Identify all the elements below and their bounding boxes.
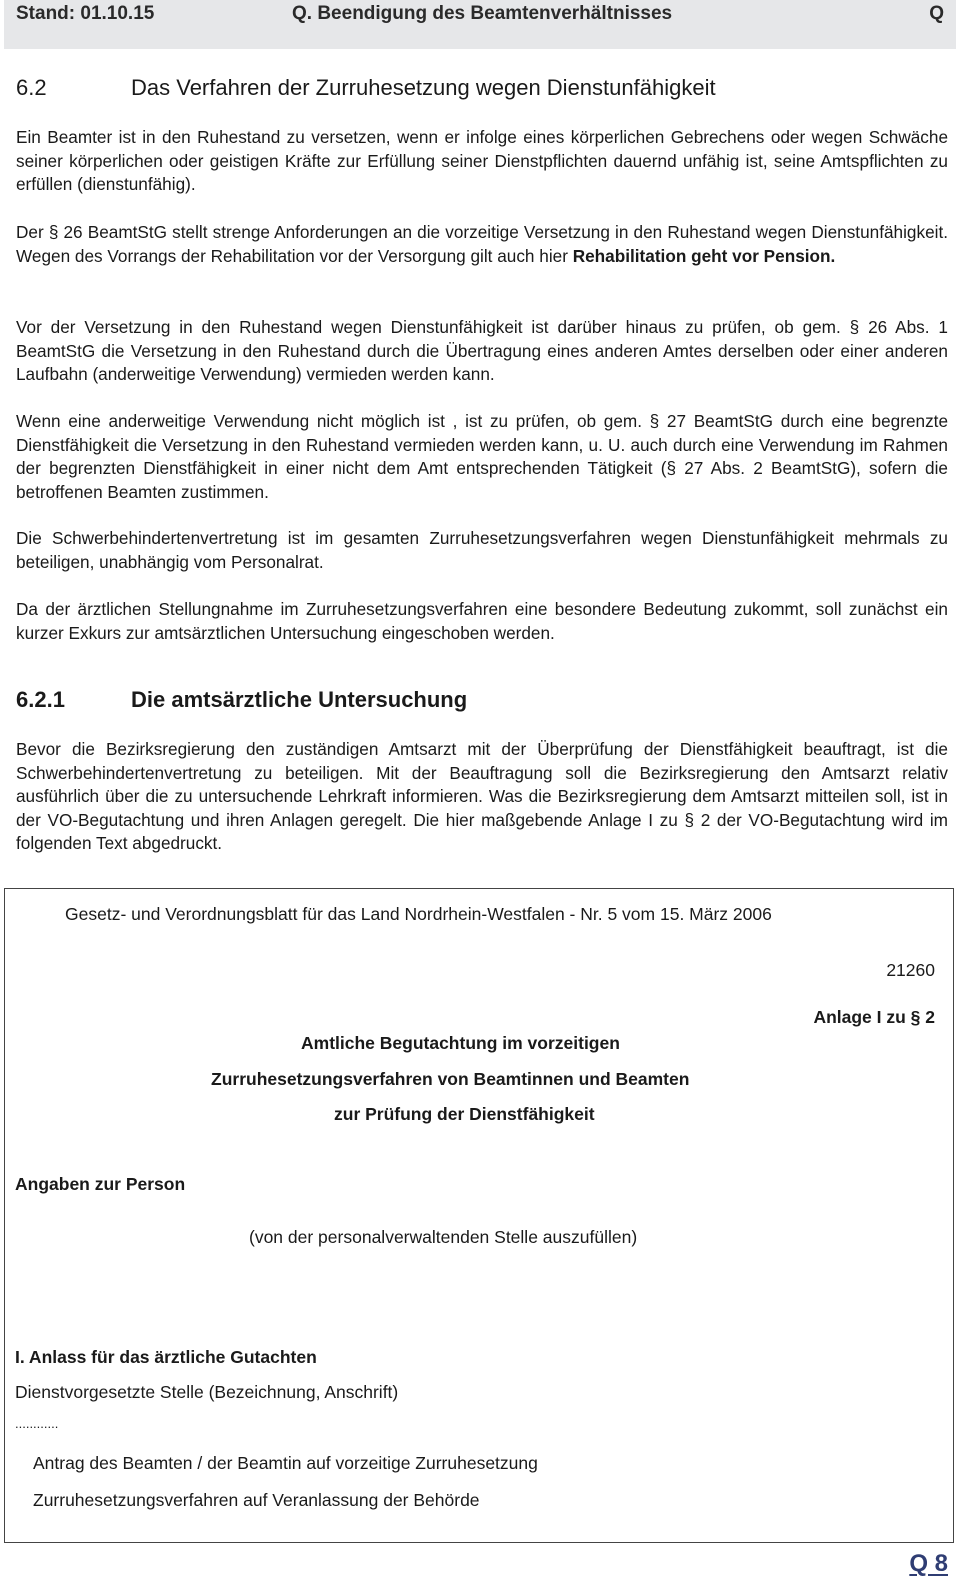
paragraph: Vor der Versetzung in den Ruhestand wegen Dienstunfähigkeit ist darüber hinaus zu prüfen, ob gem. § 26 Abs. 1 BeamtStG die Versetzung in den Ruhestand durch die Übertragung eines anderen Amtes derselben oder einer anderen Laufbahn (anderweitige Verwendung) vermieden werden kann.	[16, 317, 948, 384]
header-letter: Q	[929, 3, 944, 24]
paragraph-text: Der § 26 BeamtStG stellt strenge Anforderungen an die vorzeitige Versetzung in den Ruhestand wegen Dienstunfähigkeit. Wegen des Vorrangs der Rehabilitation vor der Versorgung gilt auch hier	[16, 222, 948, 266]
annex-label: Anlage I zu § 2	[813, 1007, 935, 1027]
section-number: 6.2.1	[16, 687, 65, 712]
option-authority-initiated[interactable]: Zurruhesetzungsverfahren auf Veranlassung der Behörde	[33, 1490, 480, 1510]
emphasis-text: Rehabilitation geht vor Pension.	[572, 245, 836, 266]
authority-label: Dienstvorgesetzte Stelle (Bezeichnung, Anschrift)	[15, 1382, 399, 1402]
gazette-line: Gesetz- und Verordnungsblatt für das Land Nordrhein-Westfalen - Nr. 5 vom 15. März 2006	[65, 904, 772, 924]
form-title-line-3: zur Prüfung der Dienstfähigkeit	[334, 1104, 595, 1124]
form-excerpt-box	[4, 888, 954, 1543]
section-heading-6-2	[16, 75, 716, 101]
person-note: (von der personalverwaltenden Stelle auszufüllen)	[249, 1227, 638, 1247]
section-number: 6.2	[16, 75, 47, 100]
fill-in-dots: ............	[15, 1416, 59, 1431]
paragraph: Die Schwerbehindertenvertretung ist im gesamten Zurruhesetzungsverfahren wegen Dienstunfähigkeit mehrmals zu beteiligen, unabhängig vom Personalrat.	[16, 528, 948, 572]
page-number: Q 8	[909, 1550, 948, 1577]
paragraph: Wenn eine anderweitige Verwendung nicht möglich ist , ist zu prüfen, ob gem. § 27 BeamtStG durch eine begrenzte Dienstfähigkeit die Versetzung in den Ruhestand vermieden werden kann, u. U. auch durch eine Verwendung im Rahmen der begrenzten Dienstfähigkeit in einer nicht dem Amt entsprechenden Tätigkeit (§ 27 Abs. 2 BeamtStG), sofern die betroffenen Beamten zustimmen.	[16, 411, 948, 502]
header-chapter: Q. Beendigung des Beamtenverhältnisses	[292, 3, 673, 24]
section-title: Die amtsärztliche Untersuchung	[131, 687, 468, 712]
form-title-line-2: Zurruhesetzungsverfahren von Beamtinnen und Beamten	[211, 1069, 690, 1089]
paragraph: Da der ärztlichen Stellungnahme im Zurruhesetzungsverfahren eine besondere Bedeutung zukommt, soll zunächst ein kurzer Exkurs zur amtsärztlichen Untersuchung eingeschoben werden.	[16, 599, 948, 643]
section-title: Das Verfahren der Zurruhesetzung wegen Dienstunfähigkeit	[131, 75, 716, 100]
section-heading-6-2-1	[16, 687, 467, 713]
header-date: Stand: 01.10.15	[16, 3, 155, 24]
running-header	[4, 0, 956, 49]
form-title-line-1: Amtliche Begutachtung im vorzeitigen	[301, 1033, 620, 1053]
form-code: 21260	[886, 960, 935, 980]
paragraph	[16, 221, 948, 268]
option-applicant-request[interactable]: Antrag des Beamten / der Beamtin auf vorzeitige Zurruhesetzung	[33, 1453, 538, 1473]
paragraph: Ein Beamter ist in den Ruhestand zu versetzen, wenn er infolge eines körperlichen Gebrechens oder wegen Schwäche seiner körperlichen oder geistigen Kräfte zur Erfüllung seiner Dienstpflichten dauernd unfähig ist, seine Amtspflichten zu erfüllen (dienstunfähig).	[16, 127, 948, 194]
person-heading: Angaben zur Person	[15, 1174, 186, 1194]
paragraph: Bevor die Bezirksregierung den zuständigen Amtsarzt mit der Überprüfung der Dienstfähigkeit beauftragt, ist die Schwerbehindertenvertretung zu beteiligen. Mit der Beauftragung soll die Bezirksregierung den Amtsarzt relativ ausführlich über die zu untersuchende Lehrkraft informieren. Was die Bezirksregierung dem Amtsarzt mitteilen soll, ist in der VO-Begutachtung und ihren Anlagen geregelt. Die hier maßgebende Anlage I zu § 2 der VO-Begutachtung wird im folgenden Text abgedruckt.	[16, 739, 948, 853]
section-1-heading: I. Anlass für das ärztliche Gutachten	[15, 1347, 317, 1367]
